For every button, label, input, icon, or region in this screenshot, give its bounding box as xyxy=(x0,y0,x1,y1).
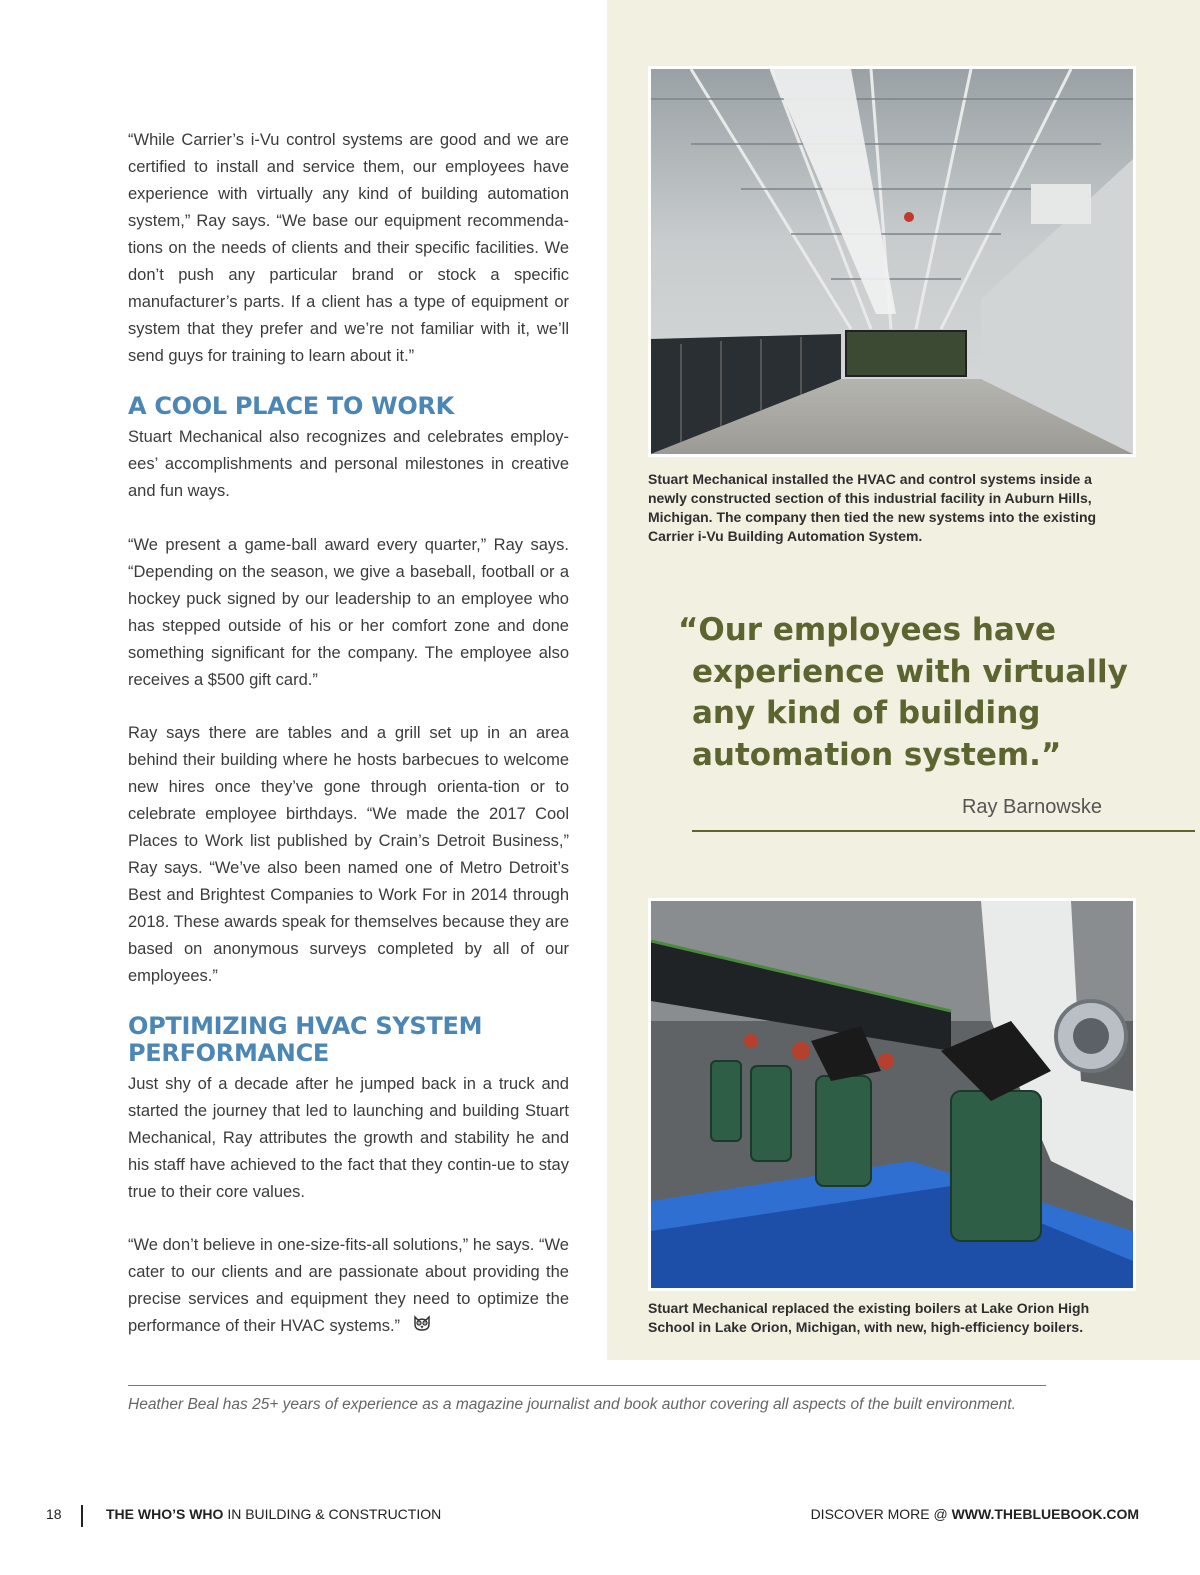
body-paragraph: “We present a game-ball award every quarter,” Ray says. “Depending on the season, we give a baseball, football or a hockey puck signed by our leadership to an employee who has stepped outside of his or her comfort zone and done something significant for the company. The employee also receives a $500 gift card.” xyxy=(128,536,569,689)
section-heading: A COOL PLACE TO WORK xyxy=(128,392,454,420)
closing-paragraph-text: “We don’t believe in one-size-fits-all solutions,” he says. “We cater to our clients and are passionate about providing the precise services and equipment they need to optimize the performance of their HVAC systems.” xyxy=(128,1236,569,1335)
body-paragraph: Ray says there are tables and a grill set up in an area behind their building where he hosts barbecues to welcome new hires once they’ve gone through orienta-tion or to celebrate employee birthdays. “We made the 2017 Cool Places to Work list published by Crain’s Detroit Business,” Ray says. “We’ve also been named one of Metro Detroit’s Best and Brightest Companies to Work For in 2014 through 2018. These awards speak for themselves because they are based on anonymous surveys completed by all of our employees.” xyxy=(128,724,569,985)
pull-quote-divider xyxy=(692,830,1195,832)
page-number: 18 xyxy=(46,1506,62,1522)
photo-caption: Stuart Mechanical replaced the existing boilers at Lake Orion High School in Lake Orion, Michigan, with new, high-efficiency boilers. xyxy=(648,1300,1090,1335)
body-paragraph: Just shy of a decade after he jumped back in a truck and started the journey that led to launching and building Stuart Mechanical, Ray attributes the growth and stability he and his staff have achieved to the fact that they contin-ue to stay true to their core values. xyxy=(128,1075,569,1201)
body-paragraph xyxy=(128,1232,569,1340)
hvac-ceiling-photo xyxy=(648,66,1136,457)
heading-line: OPTIMIZING HVAC SYSTEM xyxy=(128,1012,483,1040)
publication-title-rest: IN BUILDING & CONSTRUCTION xyxy=(223,1506,442,1522)
pull-quote-line: automation system.” xyxy=(692,736,1062,773)
pull-quote-author: Ray Barnowske xyxy=(961,796,1102,818)
footer-divider xyxy=(81,1505,83,1527)
photo-caption: Stuart Mechanical installed the HVAC and control systems inside a newly constructed section of this industrial facility in Auburn Hills, Michigan. The company then tied the new systems into the existing Carrier i-Vu Building Automation System. xyxy=(648,471,1097,544)
pull-quote xyxy=(678,610,1178,776)
body-paragraph: Stuart Mechanical also recognizes and celebrates employ-ees’ accomplishments and personal milestones in creative and fun ways. xyxy=(128,428,569,500)
body-paragraph: “While Carrier’s i-Vu control systems are good and we are certified to install and service them, our employees have experience with virtually any kind of building automation system,” Ray says. “We base our equipment recommenda-tions on the needs of clients and their specific facilities. We don’t push any particular brand or stock a specific manufacturer’s parts. If a client has a type of equipment or system that they prefer and we’re not familiar with it, we’ll send guys for training to learn about it.” xyxy=(128,131,569,365)
publication-title-bold: THE WHO’S WHO xyxy=(106,1506,224,1522)
boiler-room-photo xyxy=(648,898,1136,1291)
discover-label: DISCOVER MORE @ xyxy=(810,1506,952,1522)
pull-quote-line: “Our employees have xyxy=(678,612,1057,648)
pull-quote-line: any kind of building xyxy=(692,695,1041,731)
bio-divider xyxy=(128,1385,1046,1386)
website-link[interactable]: WWW.THEBLUEBOOK.COM xyxy=(951,1506,1139,1522)
website-footer xyxy=(811,1506,1139,1522)
pull-quote-line: experience with virtually xyxy=(692,653,1128,690)
author-bio: Heather Beal has 25+ years of experience as a magazine journalist and book author covering all aspects of the built environment. xyxy=(128,1396,1016,1413)
publication-title xyxy=(106,1506,441,1522)
owl-icon xyxy=(413,1313,431,1340)
heading-line: PERFORMANCE xyxy=(128,1039,329,1067)
section-heading xyxy=(128,1013,569,1067)
